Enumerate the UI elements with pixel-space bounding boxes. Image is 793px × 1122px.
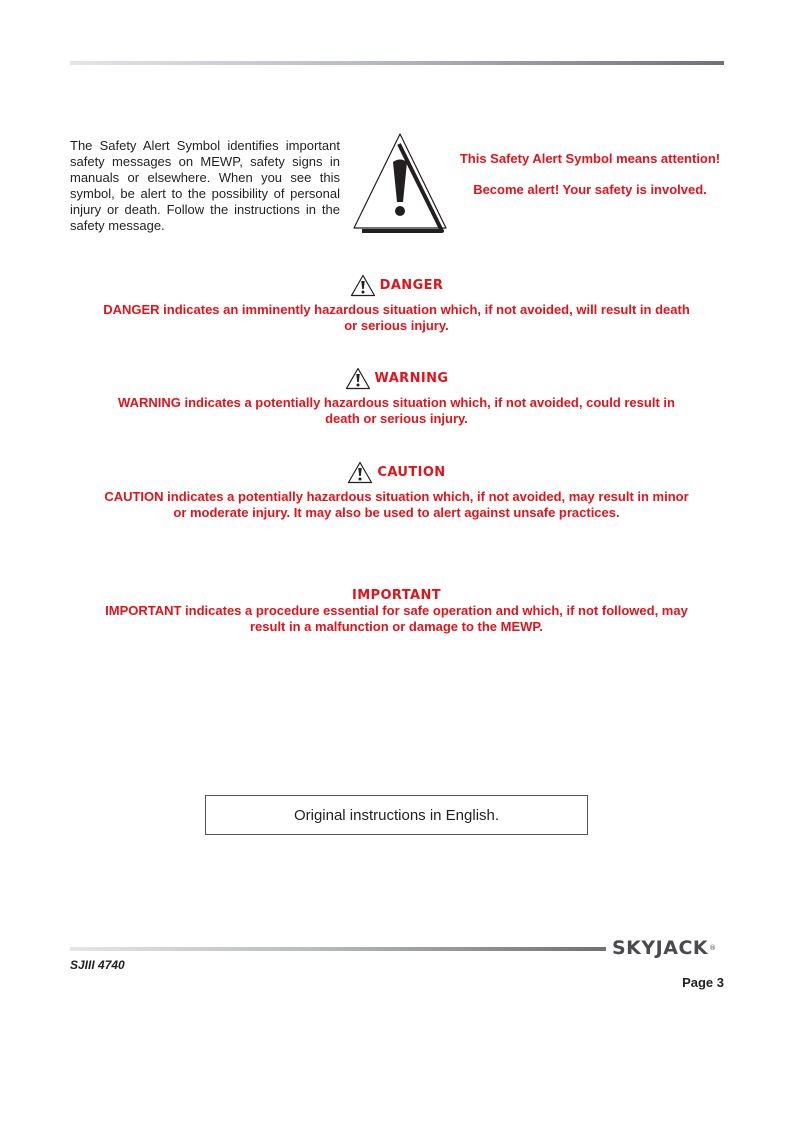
danger-signal-word: DANGER [379, 277, 444, 293]
safety-alert-meaning [452, 151, 728, 198]
page-number: Page 3 [682, 975, 724, 990]
caution-heading [100, 460, 693, 484]
important-text: IMPORTANT indicates a procedure essential for safe operation and which, if not followed, may result in a malfunction or damage to the MEWP. [105, 603, 688, 634]
danger-text: DANGER indicates an imminently hazardous situation which, if not avoided, will result in death or serious injury. [103, 302, 690, 333]
important-section [100, 588, 693, 635]
brand-name: SKYJACK [612, 937, 709, 959]
safety-alert-icon [350, 274, 376, 297]
safety-alert-icon [350, 130, 450, 234]
original-instructions-notice [205, 795, 588, 835]
alert-call-to-action: Become alert! Your safety is involved. [473, 182, 707, 197]
caution-section [100, 460, 693, 521]
meaning-text: This Safety Alert Symbol means attention! [459, 151, 721, 166]
warning-signal-word: WARNING [374, 370, 449, 386]
footer-rule [70, 947, 606, 951]
intro-paragraph: The Safety Alert Symbol identifies important safety messages on MEWP, safety signs in manuals or elsewhere. When you see this symbol, be alert to the possibility of personal injury or death. Follow the instructions in the safety message. [70, 138, 340, 233]
danger-heading [100, 273, 693, 297]
notice-text: Original instructions in English. [293, 806, 500, 824]
caution-signal-word: CAUTION [377, 464, 446, 480]
skyjack-logo [612, 937, 717, 959]
model-number: SJIII 4740 [70, 958, 125, 972]
important-heading [100, 588, 693, 602]
warning-heading [100, 366, 693, 390]
caution-text: CAUTION indicates a potentially hazardous situation which, if not avoided, may result in minor or moderate injury. It may also be used to alert against unsafe practices. [104, 489, 689, 520]
danger-section [100, 273, 693, 334]
warning-section [100, 366, 693, 427]
registered-mark: ® [709, 944, 717, 952]
safety-alert-icon [345, 367, 371, 390]
warning-text: WARNING indicates a potentially hazardous situation which, if not avoided, could result in death or serious injury. [118, 395, 675, 426]
header-rule [70, 61, 724, 65]
important-signal-word: IMPORTANT [351, 587, 442, 603]
safety-alert-icon [347, 461, 373, 484]
